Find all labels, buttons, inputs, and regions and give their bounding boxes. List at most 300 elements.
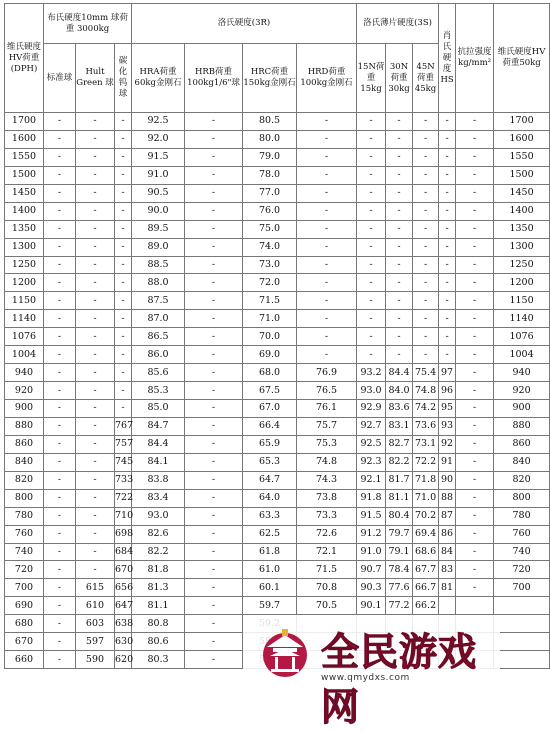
pavilion-logo-icon <box>261 625 309 681</box>
cell-brinell-std: - <box>44 561 76 579</box>
cell-hv: 1200 <box>5 274 44 292</box>
cell-hrc: 80.0 <box>243 130 297 148</box>
cell-hrc: 78.0 <box>243 166 297 184</box>
cell-hra: 91.0 <box>132 166 185 184</box>
cell-hv50 <box>494 633 550 651</box>
cell-hv: 1250 <box>5 256 44 274</box>
cell-tensile: - <box>456 579 494 597</box>
cell-brinell-std: - <box>44 292 76 310</box>
cell-brinell-hult: 615 <box>76 579 115 597</box>
cell-tensile <box>456 597 494 615</box>
cell-n45: 70.2 <box>413 507 439 525</box>
cell-shore: - <box>439 148 456 166</box>
cell-hra: 85.3 <box>132 382 185 400</box>
cell-hrc: 64.7 <box>243 471 297 489</box>
cell-hrd: 75.3 <box>297 435 357 453</box>
cell-n15: - <box>357 130 386 148</box>
cell-hrd: 75.7 <box>297 417 357 435</box>
cell-brinell-hult: - <box>76 417 115 435</box>
cell-hrd: 70.8 <box>297 579 357 597</box>
cell-tensile: - <box>456 148 494 166</box>
cell-hrb: - <box>185 364 243 382</box>
cell-hrc: 68.0 <box>243 364 297 382</box>
cell-n30: - <box>386 310 413 328</box>
cell-hrb: - <box>185 256 243 274</box>
cell-hrb: - <box>185 148 243 166</box>
cell-hrd: 76.9 <box>297 364 357 382</box>
cell-hrc: 65.9 <box>243 435 297 453</box>
cell-brinell-hult: - <box>76 525 115 543</box>
cell-hv50: 1140 <box>494 310 550 328</box>
cell-n30: - <box>386 346 413 364</box>
cell-brinell-carbide: - <box>115 328 132 346</box>
cell-shore: 90 <box>439 471 456 489</box>
cell-n15: - <box>357 238 386 256</box>
cell-brinell-std: - <box>44 238 76 256</box>
cell-n45: - <box>413 166 439 184</box>
cell-hv50: 800 <box>494 489 550 507</box>
cell-shore: 84 <box>439 543 456 561</box>
cell-brinell-hult: - <box>76 130 115 148</box>
cell-tensile: - <box>456 256 494 274</box>
cell-hrd: - <box>297 328 357 346</box>
cell-brinell-std: - <box>44 543 76 561</box>
cell-n45: 72.2 <box>413 453 439 471</box>
table-row <box>5 507 550 525</box>
cell-brinell-carbide: 630 <box>115 633 132 651</box>
cell-brinell-hult: - <box>76 400 115 418</box>
cell-n45: 69.4 <box>413 525 439 543</box>
cell-n15: 90.3 <box>357 579 386 597</box>
cell-hra: 84.1 <box>132 453 185 471</box>
cell-hv: 860 <box>5 435 44 453</box>
cell-shore: 96 <box>439 382 456 400</box>
header-hrb: HRB荷重 100kg1/6"球 <box>185 44 243 113</box>
cell-tensile: - <box>456 346 494 364</box>
cell-hra: 90.0 <box>132 202 185 220</box>
cell-hrc: 69.0 <box>243 346 297 364</box>
cell-hv: 680 <box>5 615 44 633</box>
cell-n45: - <box>413 113 439 131</box>
cell-hv50: 900 <box>494 400 550 418</box>
cell-hra: 81.8 <box>132 561 185 579</box>
cell-n45: 71.0 <box>413 489 439 507</box>
cell-hrc: 71.0 <box>243 310 297 328</box>
cell-n45: 68.6 <box>413 543 439 561</box>
cell-hv: 1140 <box>5 310 44 328</box>
cell-n45: - <box>413 220 439 238</box>
cell-shore: 86 <box>439 525 456 543</box>
cell-hrd: - <box>297 346 357 364</box>
cell-brinell-hult: - <box>76 489 115 507</box>
cell-hrb: - <box>185 633 243 651</box>
cell-tensile: - <box>456 292 494 310</box>
cell-n30: - <box>386 256 413 274</box>
cell-n30: 80.4 <box>386 507 413 525</box>
cell-brinell-hult: - <box>76 507 115 525</box>
cell-shore: 91 <box>439 453 456 471</box>
table-row <box>5 471 550 489</box>
hardness-conversion-table <box>4 3 546 669</box>
header-hra: HRA荷重 60kg金刚石 <box>132 44 185 113</box>
cell-hv50: 720 <box>494 561 550 579</box>
table-row <box>5 346 550 364</box>
cell-hv50: 760 <box>494 525 550 543</box>
cell-hv50: 1700 <box>494 113 550 131</box>
cell-shore: - <box>439 238 456 256</box>
cell-hrd: - <box>297 148 357 166</box>
cell-brinell-carbide: - <box>115 364 132 382</box>
cell-hrb: - <box>185 220 243 238</box>
header-brinell-carbide: 碳化钨球 <box>115 44 132 113</box>
cell-brinell-hult: - <box>76 435 115 453</box>
cell-brinell-carbide: 698 <box>115 525 132 543</box>
cell-hrb: - <box>185 274 243 292</box>
cell-shore: - <box>439 166 456 184</box>
cell-brinell-std: - <box>44 400 76 418</box>
cell-shore: 92 <box>439 435 456 453</box>
cell-hrd: 72.1 <box>297 543 357 561</box>
cell-brinell-hult: - <box>76 453 115 471</box>
cell-tensile: - <box>456 471 494 489</box>
cell-tensile: - <box>456 166 494 184</box>
cell-hrb: - <box>185 238 243 256</box>
cell-hra: 88.5 <box>132 256 185 274</box>
cell-brinell-std: - <box>44 148 76 166</box>
cell-hra: 89.5 <box>132 220 185 238</box>
table-row <box>5 400 550 418</box>
cell-hrd: - <box>297 238 357 256</box>
cell-hv50: 1450 <box>494 184 550 202</box>
cell-n30: 82.2 <box>386 453 413 471</box>
cell-hrb: - <box>185 453 243 471</box>
cell-hra: 80.8 <box>132 615 185 633</box>
cell-hv: 1500 <box>5 166 44 184</box>
cell-n30: - <box>386 166 413 184</box>
cell-brinell-carbide: - <box>115 256 132 274</box>
cell-brinell-std: - <box>44 651 76 669</box>
cell-hra: 84.4 <box>132 435 185 453</box>
cell-n30: 78.4 <box>386 561 413 579</box>
cell-shore: - <box>439 256 456 274</box>
cell-hv: 1600 <box>5 130 44 148</box>
cell-hv50: 1200 <box>494 274 550 292</box>
cell-hrb: - <box>185 471 243 489</box>
cell-hv50 <box>494 651 550 669</box>
header-rockwell: 洛氏硬度(3R) <box>132 4 357 44</box>
cell-n30: - <box>386 328 413 346</box>
cell-brinell-std: - <box>44 471 76 489</box>
cell-hv: 1450 <box>5 184 44 202</box>
cell-hrd: - <box>297 274 357 292</box>
cell-brinell-std: - <box>44 346 76 364</box>
cell-n15: - <box>357 220 386 238</box>
cell-brinell-std: - <box>44 256 76 274</box>
cell-n30: 79.7 <box>386 525 413 543</box>
table-row <box>5 597 550 615</box>
cell-brinell-carbide: 745 <box>115 453 132 471</box>
cell-shore: - <box>439 184 456 202</box>
cell-hrc: 76.0 <box>243 202 297 220</box>
cell-n45: - <box>413 202 439 220</box>
cell-hrc: 71.5 <box>243 292 297 310</box>
cell-n15: 92.1 <box>357 471 386 489</box>
table-row <box>5 166 550 184</box>
cell-brinell-carbide: - <box>115 400 132 418</box>
cell-hrd: - <box>297 310 357 328</box>
cell-hv: 820 <box>5 471 44 489</box>
table-row <box>5 202 550 220</box>
cell-hv: 1350 <box>5 220 44 238</box>
cell-brinell-std: - <box>44 364 76 382</box>
table-row <box>5 417 550 435</box>
cell-hv: 660 <box>5 651 44 669</box>
header-brinell-hult: Hult Green 球 <box>76 44 115 113</box>
cell-hrd: 70.5 <box>297 597 357 615</box>
cell-shore: 97 <box>439 364 456 382</box>
cell-shore: - <box>439 328 456 346</box>
header-brinell-standard: 标准球 <box>44 44 76 113</box>
header-45n: 45N荷重45kg <box>413 44 439 113</box>
cell-hrb: - <box>185 184 243 202</box>
cell-tensile: - <box>456 310 494 328</box>
cell-hrd: 76.1 <box>297 400 357 418</box>
cell-n45: 74.8 <box>413 382 439 400</box>
cell-brinell-hult: - <box>76 382 115 400</box>
cell-n30: - <box>386 292 413 310</box>
cell-brinell-hult: - <box>76 113 115 131</box>
cell-n30: - <box>386 148 413 166</box>
cell-n15: - <box>357 113 386 131</box>
cell-hrd: - <box>297 256 357 274</box>
header-30n: 30N荷重30kg <box>386 44 413 113</box>
cell-tensile: - <box>456 543 494 561</box>
cell-hrc: 61.8 <box>243 543 297 561</box>
cell-brinell-carbide: - <box>115 202 132 220</box>
cell-n45: - <box>413 292 439 310</box>
cell-hra: 87.5 <box>132 292 185 310</box>
cell-n45: - <box>413 256 439 274</box>
cell-n30: - <box>386 238 413 256</box>
cell-hv: 1004 <box>5 346 44 364</box>
table-row <box>5 525 550 543</box>
cell-hrc: 79.0 <box>243 148 297 166</box>
cell-brinell-carbide: - <box>115 238 132 256</box>
cell-hrc: 59.7 <box>243 597 297 615</box>
cell-hrc: 77.0 <box>243 184 297 202</box>
cell-n30: 82.7 <box>386 435 413 453</box>
cell-shore: - <box>439 202 456 220</box>
cell-n15: 90.7 <box>357 561 386 579</box>
cell-tensile: - <box>456 507 494 525</box>
cell-hra: 85.0 <box>132 400 185 418</box>
table-body <box>5 113 550 669</box>
cell-brinell-std: - <box>44 220 76 238</box>
table-row <box>5 274 550 292</box>
cell-n30: 81.7 <box>386 471 413 489</box>
cell-hrb: - <box>185 597 243 615</box>
cell-shore <box>439 597 456 615</box>
cell-hv: 920 <box>5 382 44 400</box>
cell-hv50: 1400 <box>494 202 550 220</box>
header-15n: 15N荷重15kg <box>357 44 386 113</box>
cell-hra: 81.1 <box>132 597 185 615</box>
cell-n30: 81.1 <box>386 489 413 507</box>
cell-hra: 91.5 <box>132 148 185 166</box>
cell-hra: 83.8 <box>132 471 185 489</box>
cell-hrb: - <box>185 615 243 633</box>
cell-n15: - <box>357 310 386 328</box>
cell-brinell-carbide: - <box>115 148 132 166</box>
cell-brinell-hult: - <box>76 346 115 364</box>
cell-n30: - <box>386 113 413 131</box>
cell-n15: - <box>357 166 386 184</box>
cell-shore: 81 <box>439 579 456 597</box>
table-row <box>5 579 550 597</box>
cell-brinell-carbide: - <box>115 292 132 310</box>
cell-shore: - <box>439 130 456 148</box>
table-row <box>5 238 550 256</box>
header-rockwell-superficial: 洛氏薄片硬度(3S) <box>357 4 439 44</box>
cell-hv: 800 <box>5 489 44 507</box>
cell-n15: - <box>357 328 386 346</box>
cell-hra: 92.5 <box>132 113 185 131</box>
cell-hv50: 1550 <box>494 148 550 166</box>
cell-tensile: - <box>456 130 494 148</box>
cell-n15: - <box>357 202 386 220</box>
cell-hrc: 75.0 <box>243 220 297 238</box>
table-row <box>5 256 550 274</box>
cell-brinell-std: - <box>44 597 76 615</box>
cell-brinell-std: - <box>44 507 76 525</box>
cell-brinell-std: - <box>44 113 76 131</box>
cell-tensile: - <box>456 274 494 292</box>
cell-hrd: 71.5 <box>297 561 357 579</box>
cell-hrd: - <box>297 166 357 184</box>
cell-hv: 760 <box>5 525 44 543</box>
cell-brinell-hult: - <box>76 220 115 238</box>
cell-hrd: 73.3 <box>297 507 357 525</box>
cell-brinell-carbide: 733 <box>115 471 132 489</box>
cell-n30: 83.1 <box>386 417 413 435</box>
cell-n45: 66.7 <box>413 579 439 597</box>
cell-n30: 84.4 <box>386 364 413 382</box>
cell-shore: - <box>439 274 456 292</box>
cell-shore: - <box>439 310 456 328</box>
cell-brinell-hult: - <box>76 471 115 489</box>
cell-hrc: 80.5 <box>243 113 297 131</box>
cell-brinell-carbide: - <box>115 220 132 238</box>
cell-hra: 93.0 <box>132 507 185 525</box>
cell-hv50: 880 <box>494 417 550 435</box>
cell-tensile: - <box>456 489 494 507</box>
cell-tensile: - <box>456 525 494 543</box>
cell-hv50: 1500 <box>494 166 550 184</box>
cell-n15: 92.7 <box>357 417 386 435</box>
cell-tensile: - <box>456 417 494 435</box>
cell-shore: 88 <box>439 489 456 507</box>
cell-hv50: 700 <box>494 579 550 597</box>
cell-hrc: 63.3 <box>243 507 297 525</box>
cell-hrb: - <box>185 310 243 328</box>
cell-hv50 <box>494 597 550 615</box>
cell-hrc: 66.4 <box>243 417 297 435</box>
cell-hv50: 1004 <box>494 346 550 364</box>
cell-hrc: 67.5 <box>243 382 297 400</box>
cell-hrc: 62.5 <box>243 525 297 543</box>
cell-hrb: - <box>185 400 243 418</box>
cell-brinell-hult: 597 <box>76 633 115 651</box>
cell-hrd: - <box>297 220 357 238</box>
cell-brinell-carbide: 684 <box>115 543 132 561</box>
watermark-banner <box>243 615 500 729</box>
table-row <box>5 435 550 453</box>
cell-hra: 83.4 <box>132 489 185 507</box>
cell-hrc: 70.0 <box>243 328 297 346</box>
table-row <box>5 328 550 346</box>
cell-hrd: 76.5 <box>297 382 357 400</box>
cell-brinell-std: - <box>44 435 76 453</box>
cell-brinell-carbide: 647 <box>115 597 132 615</box>
cell-hrd: - <box>297 130 357 148</box>
cell-hv: 720 <box>5 561 44 579</box>
cell-n45: 66.2 <box>413 597 439 615</box>
cell-hra: 86.5 <box>132 328 185 346</box>
cell-brinell-hult: 610 <box>76 597 115 615</box>
table-row <box>5 220 550 238</box>
cell-hv: 1550 <box>5 148 44 166</box>
cell-hv: 1076 <box>5 328 44 346</box>
cell-hrc: 61.0 <box>243 561 297 579</box>
table-row <box>5 453 550 471</box>
cell-hra: 85.6 <box>132 364 185 382</box>
cell-n15: 92.3 <box>357 453 386 471</box>
cell-hv: 940 <box>5 364 44 382</box>
cell-hra: 86.0 <box>132 346 185 364</box>
cell-hv50: 740 <box>494 543 550 561</box>
cell-brinell-std: - <box>44 184 76 202</box>
cell-brinell-carbide: 638 <box>115 615 132 633</box>
cell-n30: 77.6 <box>386 579 413 597</box>
cell-shore: 95 <box>439 400 456 418</box>
cell-hv50: 1150 <box>494 292 550 310</box>
cell-hv: 1400 <box>5 202 44 220</box>
cell-hra: 84.7 <box>132 417 185 435</box>
cell-hv50: 940 <box>494 364 550 382</box>
cell-brinell-hult: - <box>76 292 115 310</box>
cell-tensile: - <box>456 328 494 346</box>
cell-brinell-carbide: 767 <box>115 417 132 435</box>
cell-brinell-carbide: - <box>115 130 132 148</box>
cell-hv50: 1076 <box>494 328 550 346</box>
cell-hrb: - <box>185 651 243 669</box>
cell-n15: 92.5 <box>357 435 386 453</box>
cell-hrb: - <box>185 543 243 561</box>
cell-hrc: 60.1 <box>243 579 297 597</box>
cell-brinell-carbide: - <box>115 184 132 202</box>
cell-hv50: 840 <box>494 453 550 471</box>
cell-brinell-hult: - <box>76 561 115 579</box>
cell-n15: 93.2 <box>357 364 386 382</box>
cell-hra: 88.0 <box>132 274 185 292</box>
cell-n45: 67.7 <box>413 561 439 579</box>
cell-hv50: 1250 <box>494 256 550 274</box>
cell-brinell-hult: 603 <box>76 615 115 633</box>
cell-n45: - <box>413 184 439 202</box>
cell-n15: 91.8 <box>357 489 386 507</box>
cell-n15: - <box>357 256 386 274</box>
cell-hrd: - <box>297 292 357 310</box>
